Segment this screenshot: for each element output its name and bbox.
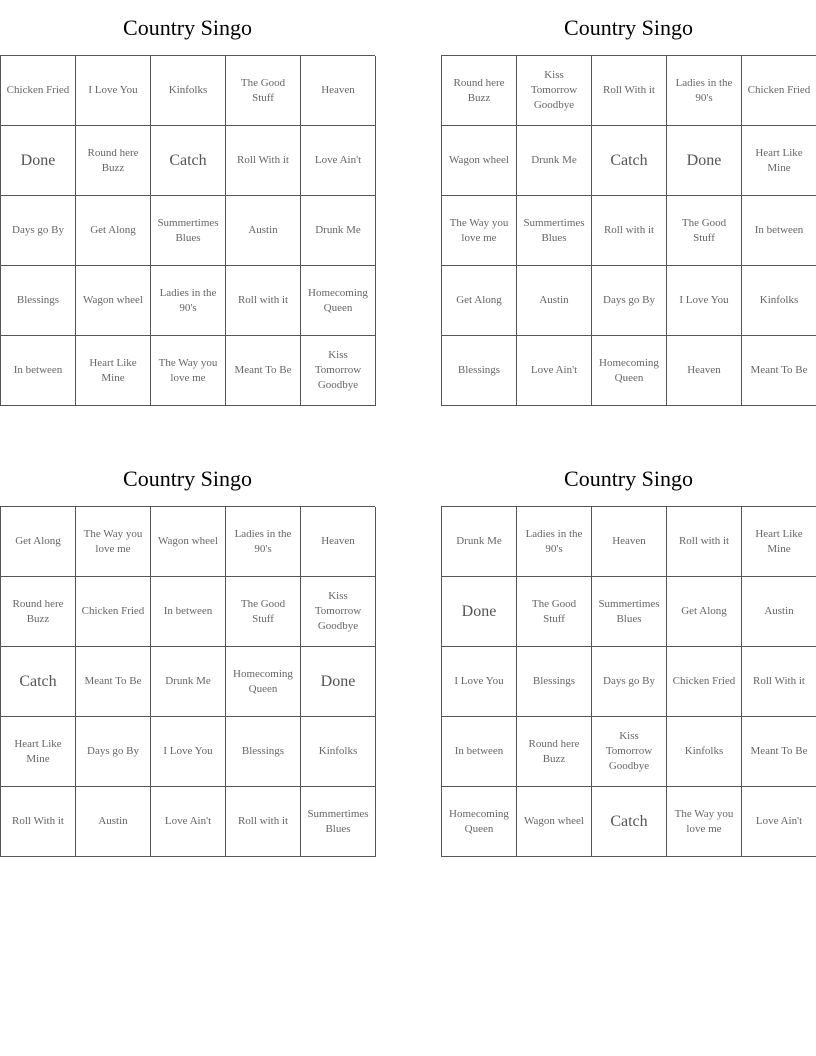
bingo-cell: The Good Stuff — [226, 56, 301, 126]
bingo-cell: Heart Like Mine — [742, 507, 816, 577]
bingo-cell: Kiss Tomorrow Goodbye — [301, 336, 376, 406]
bingo-cell: Blessings — [442, 336, 517, 406]
bingo-cell: The Good Stuff — [226, 577, 301, 647]
bingo-cell: Austin — [517, 266, 592, 336]
bingo-cell: In between — [1, 336, 76, 406]
bingo-cell: Roll With it — [742, 647, 816, 717]
bingo-cell: Done — [301, 647, 376, 717]
bingo-cell: Days go By — [592, 647, 667, 717]
bingo-cell: Heart Like Mine — [76, 336, 151, 406]
bingo-cell: Roll With it — [592, 56, 667, 126]
bingo-cell: Chicken Fried — [1, 56, 76, 126]
card-title: Country Singo — [123, 15, 252, 40]
bingo-grid — [441, 506, 816, 857]
bingo-cell: Roll with it — [226, 787, 301, 857]
bingo-cell: Kinfolks — [151, 56, 226, 126]
bingo-cell: Get Along — [442, 266, 517, 336]
bingo-cell: Blessings — [517, 647, 592, 717]
bingo-cell: Days go By — [592, 266, 667, 336]
bingo-cell: In between — [442, 717, 517, 787]
bingo-cell: Kinfolks — [667, 717, 742, 787]
bingo-cell: Roll With it — [226, 126, 301, 196]
bingo-cell: Blessings — [226, 717, 301, 787]
bingo-cell: Chicken Fried — [76, 577, 151, 647]
bingo-cell: Love Ain't — [151, 787, 226, 857]
bingo-cell: Get Along — [76, 196, 151, 266]
bingo-card-4 — [441, 451, 816, 857]
bingo-cell: Blessings — [1, 266, 76, 336]
bingo-cell: Drunk Me — [151, 647, 226, 717]
bingo-card-1 — [0, 0, 375, 406]
bingo-cell: Wagon wheel — [517, 787, 592, 857]
bingo-cell: Kiss Tomorrow Goodbye — [517, 56, 592, 126]
bingo-cell: Chicken Fried — [667, 647, 742, 717]
bingo-cell: Drunk Me — [517, 126, 592, 196]
bingo-cell: I Love You — [151, 717, 226, 787]
bingo-cell: Kiss Tomorrow Goodbye — [301, 577, 376, 647]
bingo-cell: Roll with it — [667, 507, 742, 577]
bingo-cell: I Love You — [76, 56, 151, 126]
bingo-cell: In between — [151, 577, 226, 647]
bingo-cell: Austin — [76, 787, 151, 857]
bingo-cell: Heaven — [301, 56, 376, 126]
bingo-cell: Done — [442, 577, 517, 647]
bingo-cell: Meant To Be — [742, 336, 816, 406]
bingo-cell: Wagon wheel — [76, 266, 151, 336]
bingo-cell: Summertimes Blues — [151, 196, 226, 266]
card-title: Country Singo — [564, 466, 693, 491]
bingo-cell: Ladies in the 90's — [667, 56, 742, 126]
bingo-cell: Heaven — [301, 507, 376, 577]
bingo-cell: The Way you love me — [667, 787, 742, 857]
bingo-cell: Love Ain't — [742, 787, 816, 857]
bingo-cell: Homecoming Queen — [301, 266, 376, 336]
bingo-cell: Ladies in the 90's — [226, 507, 301, 577]
bingo-cell: Get Along — [667, 577, 742, 647]
bingo-cell: Catch — [592, 787, 667, 857]
bingo-cell: Heart Like Mine — [742, 126, 816, 196]
bingo-cell: Love Ain't — [517, 336, 592, 406]
bingo-cell: Austin — [226, 196, 301, 266]
bingo-cell: Kinfolks — [301, 717, 376, 787]
bingo-cell: Austin — [742, 577, 816, 647]
bingo-cell: Done — [1, 126, 76, 196]
bingo-cell: In between — [742, 196, 816, 266]
bingo-grid — [0, 55, 375, 406]
bingo-cell: Days go By — [76, 717, 151, 787]
bingo-cell: Drunk Me — [442, 507, 517, 577]
bingo-cell: Kiss Tomorrow Goodbye — [592, 717, 667, 787]
bingo-cell: Wagon wheel — [442, 126, 517, 196]
bingo-cell: Meant To Be — [226, 336, 301, 406]
bingo-card-2 — [441, 0, 816, 406]
bingo-cell: Homecoming Queen — [592, 336, 667, 406]
bingo-cell: Catch — [592, 126, 667, 196]
bingo-cell: The Way you love me — [442, 196, 517, 266]
card-title: Country Singo — [123, 466, 252, 491]
bingo-cell: Chicken Fried — [742, 56, 816, 126]
bingo-cell: Homecoming Queen — [442, 787, 517, 857]
bingo-cell: Roll with it — [226, 266, 301, 336]
bingo-cell: Meant To Be — [76, 647, 151, 717]
bingo-cell: Round here Buzz — [76, 126, 151, 196]
bingo-cell: Kinfolks — [742, 266, 816, 336]
bingo-cell: Homecoming Queen — [226, 647, 301, 717]
bingo-cell: Round here Buzz — [442, 56, 517, 126]
bingo-cell: Get Along — [1, 507, 76, 577]
bingo-cell: Summertimes Blues — [301, 787, 376, 857]
bingo-grid — [441, 55, 816, 406]
bingo-cell: Heaven — [667, 336, 742, 406]
bingo-cell: The Way you love me — [76, 507, 151, 577]
bingo-cell: Meant To Be — [742, 717, 816, 787]
bingo-cell: Ladies in the 90's — [151, 266, 226, 336]
bingo-cell: Love Ain't — [301, 126, 376, 196]
bingo-cell: Summertimes Blues — [517, 196, 592, 266]
bingo-cell: Heart Like Mine — [1, 717, 76, 787]
bingo-cell: The Way you love me — [151, 336, 226, 406]
bingo-cell: Roll With it — [1, 787, 76, 857]
bingo-cell: Catch — [151, 126, 226, 196]
bingo-card-3 — [0, 451, 375, 857]
bingo-cell: Roll with it — [592, 196, 667, 266]
bingo-cell: Drunk Me — [301, 196, 376, 266]
bingo-cell: Round here Buzz — [1, 577, 76, 647]
bingo-cell: I Love You — [667, 266, 742, 336]
bingo-cell: Heaven — [592, 507, 667, 577]
bingo-cell: I Love You — [442, 647, 517, 717]
bingo-cell: Ladies in the 90's — [517, 507, 592, 577]
bingo-cell: The Good Stuff — [667, 196, 742, 266]
bingo-cell: Wagon wheel — [151, 507, 226, 577]
bingo-cell: Catch — [1, 647, 76, 717]
bingo-cell: Done — [667, 126, 742, 196]
bingo-cell: The Good Stuff — [517, 577, 592, 647]
bingo-cell: Round here Buzz — [517, 717, 592, 787]
bingo-cell: Days go By — [1, 196, 76, 266]
bingo-grid — [0, 506, 375, 857]
card-title: Country Singo — [564, 15, 693, 40]
bingo-cell: Summertimes Blues — [592, 577, 667, 647]
